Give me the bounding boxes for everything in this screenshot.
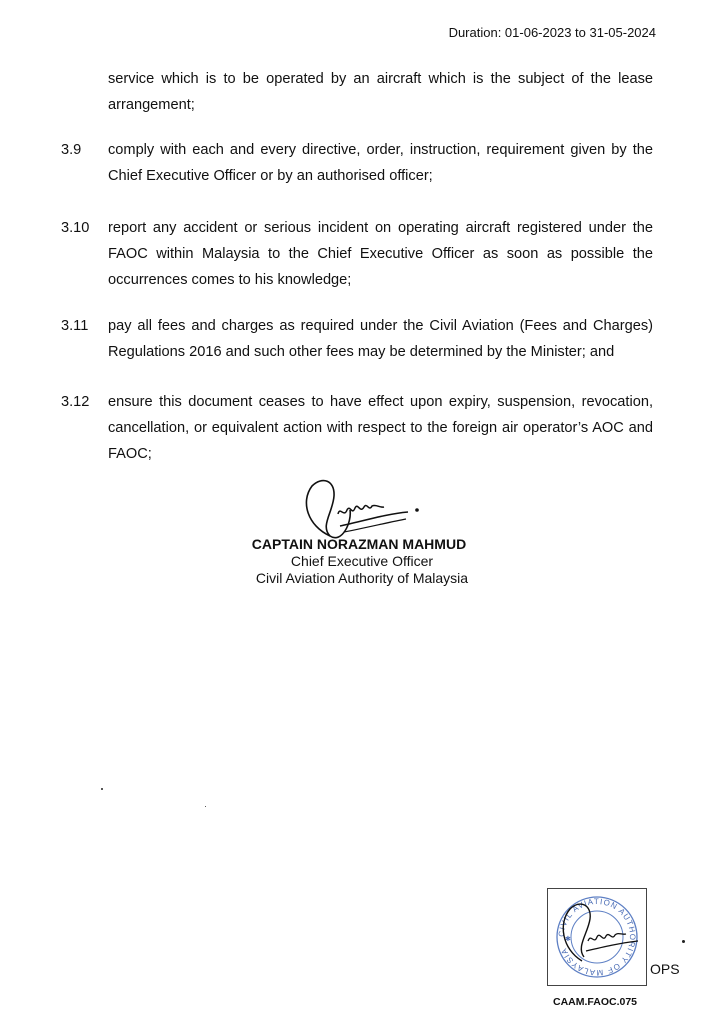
clause-text: pay all fees and charges as required under the Civil Aviation (Fees and Charges) Regulations 2016 and such other fees may be determined by the Minister; and [108,318,653,360]
scan-speck [101,788,103,790]
signatory-organization: Civil Aviation Authority of Malaysia [255,570,469,586]
ops-label: OPS [650,961,680,977]
stamp-box [547,888,647,986]
svg-text:✱: ✱ [565,935,571,943]
seal-text: CIVIL AVIATION AUTHORITY OF MALAYSIA [556,896,638,978]
signature-block [0,536,724,587]
clause-text: ensure this document ceases to have effect upon expiry, suspension, revocation, cancellation, or equivalent action with respect to the foreign air operator’s AOC and FAOC; [108,394,653,462]
caam-seal [548,889,646,985]
signatory-title: Chief Executive Officer [290,553,434,569]
clause-continuation-text: service which is to be operated by an aircraft which is the subject of the lease arrangement; [108,71,653,113]
clause-text: comply with each and every directive, order, instruction, requirement given by the Chief Executive Officer or by an authorised officer; [108,142,653,184]
scan-speck [205,806,206,807]
signatory-name: CAPTAIN NORAZMAN MAHMUD [251,536,467,552]
duration-header: Duration: 01-06-2023 to 31-05-2024 [448,25,656,40]
clause-number: 3.12 [61,394,90,410]
document-code: CAAM.FAOC.075 [553,996,638,1008]
clause-number: 3.9 [61,142,82,158]
clause-number: 3.11 [61,318,89,334]
clause-text: report any accident or serious incident on operating aircraft registered under the FAOC within Malaysia to the Chief Executive Officer as soon as possible the occurrences comes to his knowledge; [108,220,653,288]
clause-number: 3.10 [61,220,90,236]
stamp-dot [682,940,685,943]
